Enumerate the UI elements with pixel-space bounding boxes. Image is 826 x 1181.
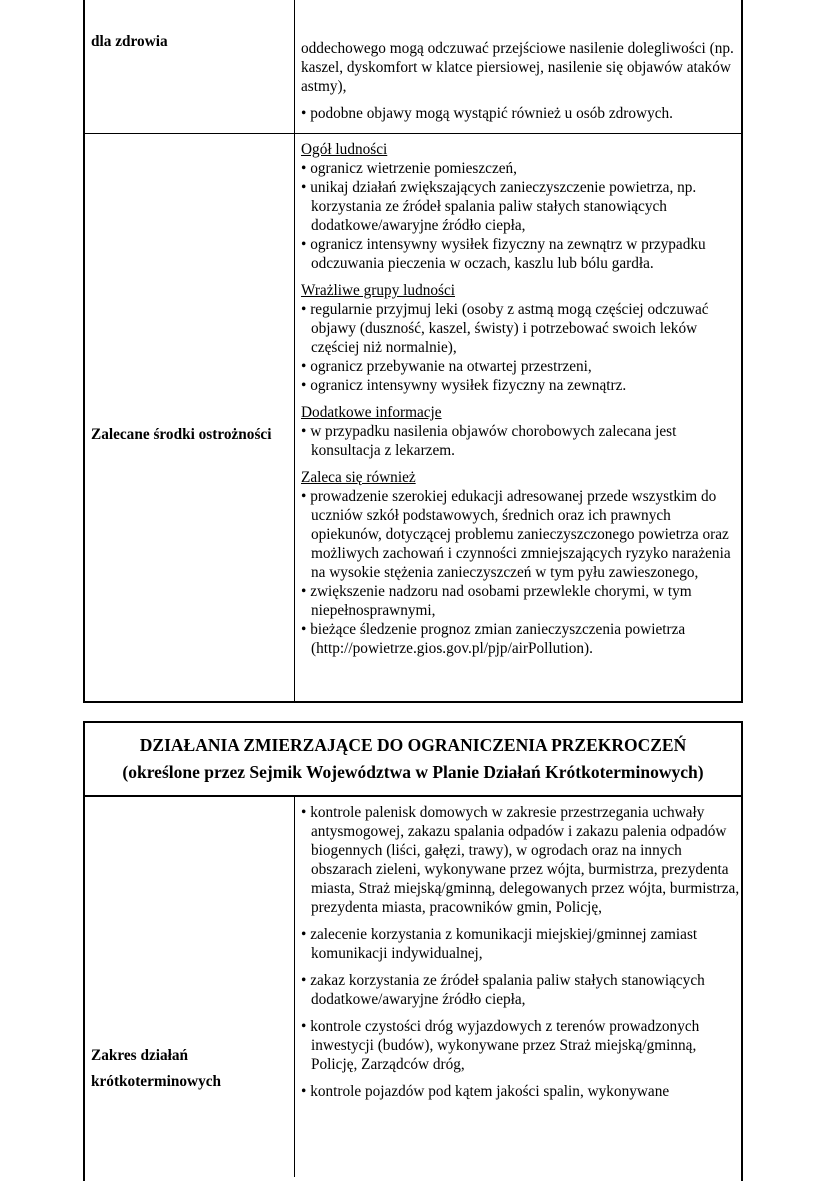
list-item: • ogranicz intensywny wysiłek fizyczny na zewnątrz. [301,376,741,395]
list-item: • ogranicz intensywny wysiłek fizyczny na zewnątrz w przypadku odczuwania pieczenia w oczach, kaszlu lub bólu gardła. [301,235,741,273]
section-additional-info [301,403,741,460]
section-also-recommended [301,468,741,658]
section-general-public [301,140,741,273]
section-header: Ogół ludności [301,141,388,158]
list-item: • podobne objawy mogą wystąpić również u osób zdrowych. [301,104,741,123]
title-line-2: (określone przez Sejmik Województwa w Planie Działań Krótkoterminowych) [122,762,704,782]
list-item: • zalecenie korzystania z komunikacji miejskiej/gminnej zamiast komunikacji indywidualnej, [301,925,741,963]
list-item: • zwiększenie nadzoru nad osobami przewlekle chorymi, w tym niepełnosprawnymi, [301,582,741,620]
precautions-content [301,140,741,666]
list-item: • ogranicz przebywanie na otwartej przestrzeni, [301,357,741,376]
precautions-label: Zalecane środki ostrożności [91,426,272,443]
list-item: • kontrole czystości dróg wyjazdowych z terenów prowadzonych inwestycji (budów), wykonywane przez Straż miejską/gminną, Policję, Zarządców dróg, [301,1017,741,1074]
section-header: Dodatkowe informacje [301,404,442,421]
health-effects-label-cutoff: dla zdrowia [91,33,168,46]
list-item: • kontrole pojazdów pod kątem jakości spalin, wykonywane [301,1082,741,1101]
title-line-1: DZIAŁANIA ZMIERZAJĄCE DO OGRANICZENIA PRZEKROCZEŃ [139,735,687,755]
list-item: • unikaj działań zwiększających zanieczyszczenie powietrza, np. korzystania ze źródeł spalania paliw stałych stanowiących dodatkowe/awaryjne źródło ciepła, [301,178,741,235]
health-effects-paragraph: oddechowego mogą odczuwać przejściowe nasilenie dolegliwości (np. kaszel, dyskomfort w klatce piersiowej, nasilenie się objawów ataków astmy), [301,40,734,95]
list-item: • w przypadku nasilenia objawów chorobowych zalecana jest konsultacja z lekarzem. [301,422,741,460]
list-item: • ogranicz wietrzenie pomieszczeń, [301,159,741,178]
section-sensitive-groups [301,281,741,395]
row-separator [85,133,741,134]
actions-table-divider [294,797,295,1177]
precautions-table-divider [294,0,295,701]
health-effects-text [301,39,741,123]
section-header: Zaleca się również [301,469,416,486]
list-item: • kontrole palenisk domowych w zakresie przestrzegania uchwały antysmogowej, zakazu spalania odpadów i zakazu palenia odpadów biogennych (liści, gałęzi, trawy), w ogrodach oraz na innych obszarach zieleni, wykonywane przez wójta, burmistrza, prezydenta miasta, Straż miejską/gminną, delegowanych przez wójta, burmistrza, prezydenta miasta, pracowników gmin, Policję, [301,803,741,917]
list-item: • zakaz korzystania ze źródeł spalania paliw stałych stanowiących dodatkowe/awaryjne źródło ciepła, [301,971,741,1009]
list-item: • prowadzenie szerokiej edukacji adresowanej przede wszystkim do uczniów szkół podstawowych, średnich oraz ich prawnych opiekunów, dotyczącej problemu zanieczyszczonego powietrza oraz możliwych zachowań i czynności zmniejszających ryzyko narażenia na wysokie stężenia zanieczyszczeń w tym pyłu zawieszonego, [301,487,741,582]
health-effects-list [301,104,741,123]
short-term-actions-list [301,803,741,1109]
actions-table-title [85,723,741,795]
short-term-actions-label: Zakres działań krótkoterminowych [91,1047,222,1090]
list-item: • bieżące śledzenie prognoz zmian zanieczyszczenia powietrza (http://powietrze.gios.gov.pl/pjp/airPollution). [301,620,741,658]
section-header: Wrażliwe grupy ludności [301,282,456,299]
title-separator [85,795,741,797]
list-item: • regularnie przyjmuj leki (osoby z astmą mogą częściej odczuwać objawy (duszność, kaszel, świsty) i potrzebować swoich leków częściej niż normalnie), [301,300,741,357]
